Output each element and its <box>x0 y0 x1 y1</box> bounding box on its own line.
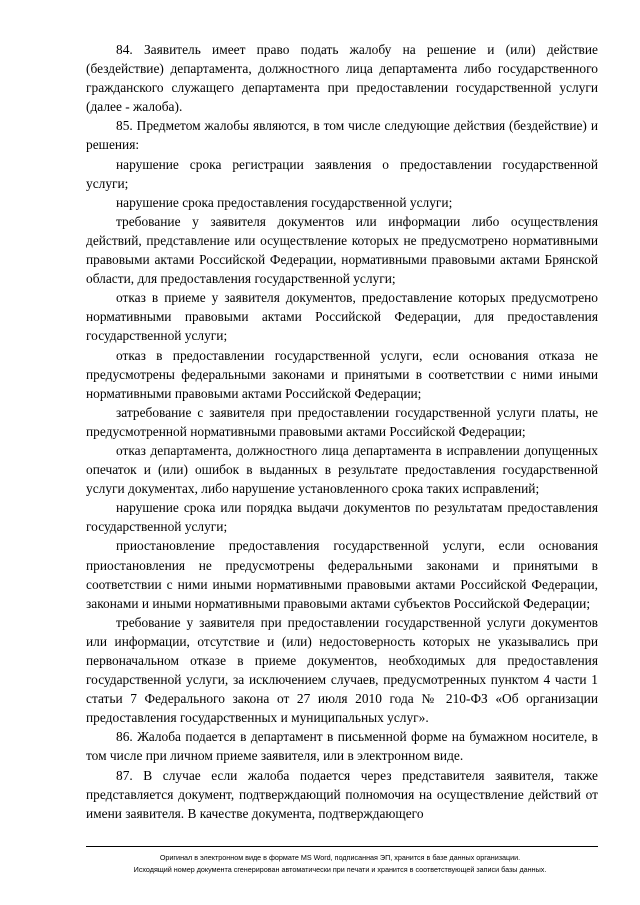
paragraph-85: 85. Предметом жалобы являются, в том числе следующие действия (бездействие) и решения: <box>86 118 598 153</box>
footer-line-1: Оригинал в электронном виде в формате MS Word, подписанная ЭП, хранится в базе данных организации. <box>159 853 521 862</box>
page-footer <box>60 852 620 876</box>
footer-line-2: Исходящий номер документа сгенерирован автоматически при печати и хранится в соответствующей записи базы данных. <box>133 865 547 874</box>
list-item: нарушение срока регистрации заявления о предоставлении государственной услуги; <box>86 156 598 191</box>
list-item: отказ департамента, должностного лица департамента в исправлении допущенных опечаток и (или) ошибок в выданных в результате предоставления государственной услуги документах, либо нарушение установленного срока таких исправлений; <box>86 442 598 497</box>
document-body <box>86 40 598 823</box>
list-item: затребование с заявителя при предоставлении государственной услуги платы, не предусмотренной нормативными правовыми актами Российской Федерации; <box>86 404 598 439</box>
paragraph-87: 87. В случае если жалоба подается через представителя заявителя, также представляется документ, подтверждающий полномочия на осуществление действий от имени заявителя. В качестве документа, подтверждающего <box>86 767 598 821</box>
list-item: требование у заявителя документов или информации либо осуществления действий, представление или осуществление которых не предусмотрено нормативными правовыми актами Российской Федерации, нормативными правовыми актами Брянской области, для предоставления государственной услуги; <box>86 213 598 287</box>
list-item: требование у заявителя при предоставлении государственной услуги документов или информации, отсутствие и (или) недостоверность которых не указывались при первоначальном отказе в приеме документов, необходимых для предоставления государственной услуги, за исключением случаев, предусмотренных пунктом 4 части 1 статьи 7 Федерального закона от 27 июля 2010 года № 210-ФЗ «Об организации предоставления государственных и муниципальных услуг». <box>86 614 598 726</box>
list-item: отказ в предоставлении государственной услуги, если основания отказа не предусмотрены федеральными законами и принятыми в соответствии с ними иными нормативными правовыми актами Российской Федерации; <box>86 347 598 401</box>
list-item: приостановление предоставления государственной услуги, если основания приостановления не предусмотрены федеральными законами и принятыми в соответствии с ними иными нормативными правовыми актами Российской Федерации, законами и иными нормативными правовыми актами субъектов Российской Федерации; <box>86 538 598 611</box>
paragraph-86: 86. Жалоба подается в департамент в письменной форме на бумажном носителе, в том числе при личном приеме заявителя, или в электронном виде. <box>86 729 598 764</box>
paragraph-84: 84. Заявитель имеет право подать жалобу на решение и (или) действие (бездействие) департамента, должностного лица департамента либо государственного гражданского служащего департамента при предоставлении государственной услуги (далее - жалоба). <box>86 42 598 115</box>
list-item: отказ в приеме у заявителя документов, предоставление которых предусмотрено нормативными правовыми актами Российской Федерации, для предоставления государственной услуги; <box>86 290 598 344</box>
footer-divider <box>86 846 598 847</box>
list-item: нарушение срока или порядка выдачи документов по результатам предоставления государственной услуги; <box>86 500 598 535</box>
list-item: нарушение срока предоставления государственной услуги; <box>116 194 453 210</box>
